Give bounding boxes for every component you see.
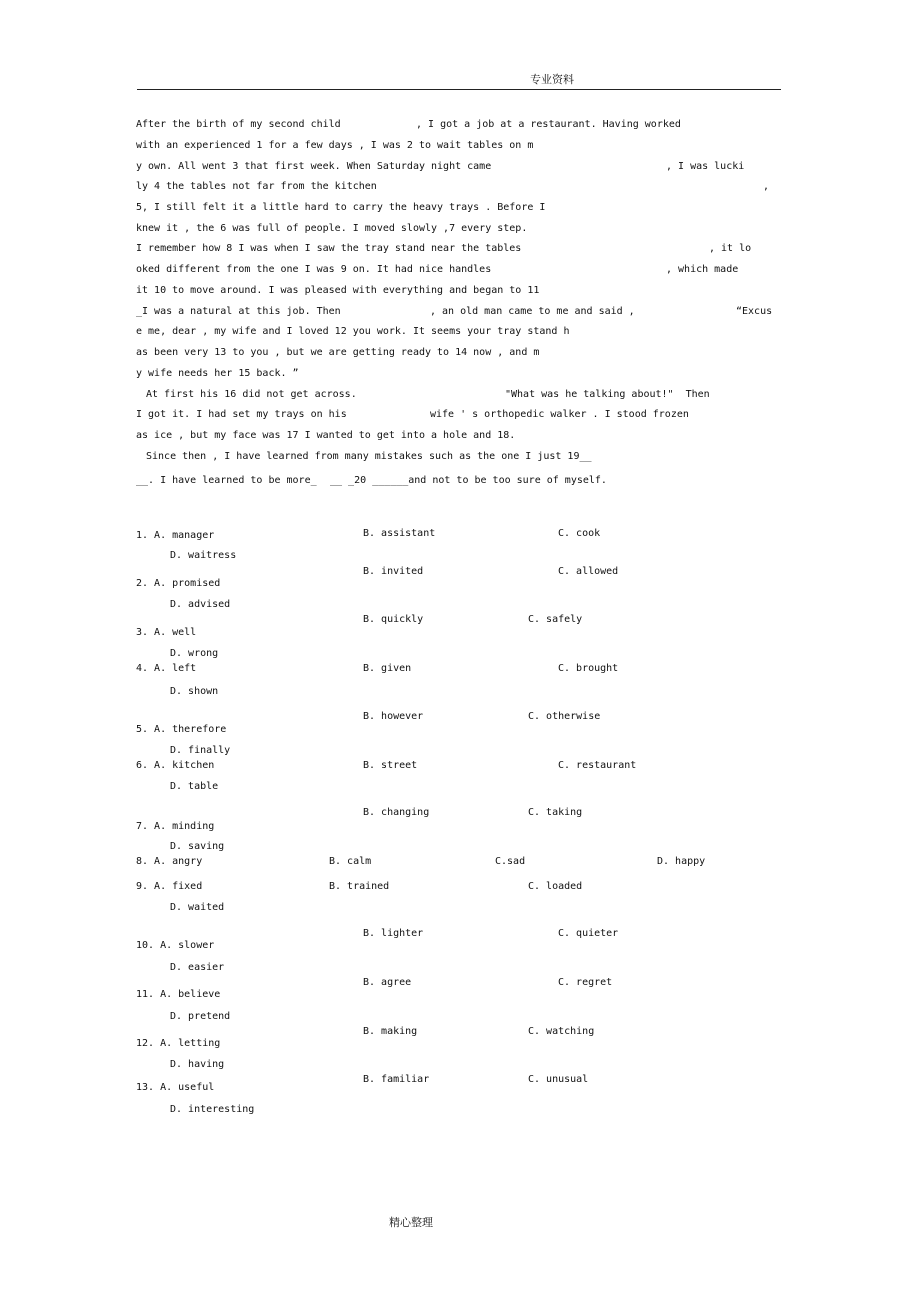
- passage-line: , which made: [666, 264, 739, 275]
- passage-line: it 10 to move around. I was pleased with everything and began to 11: [136, 285, 540, 296]
- passage-line: ,: [763, 181, 770, 192]
- question-9-option-a: 9. A. fixed: [136, 881, 203, 892]
- passage-line: 5, I still felt it a little hard to carry the heavy trays . Before I: [136, 202, 546, 213]
- passage-line: _I was a natural at this job. Then: [136, 306, 341, 317]
- question-10-option-d: D. easier: [170, 962, 225, 973]
- question-6-option-a: 6. A. kitchen: [136, 760, 215, 771]
- question-10-option-a: 10. A. slower: [136, 940, 215, 951]
- passage-line: , I got a job at a restaurant. Having worked: [416, 119, 681, 130]
- question-11-option-a: 11. A. believe: [136, 989, 221, 1000]
- question-12-option-d: D. having: [170, 1059, 225, 1070]
- question-3-option-d: D. wrong: [170, 648, 219, 659]
- question-5-option-c: C. otherwise: [528, 711, 601, 722]
- question-7-option-d: D. saving: [170, 841, 225, 852]
- question-11-option-d: D. pretend: [170, 1011, 231, 1022]
- passage-line: , I was lucki: [666, 161, 745, 172]
- question-9-option-b: B. trained: [329, 881, 390, 892]
- question-1-option-d: D. waitress: [170, 550, 237, 561]
- passage-line: oked different from the one I was 9 on. It had nice handles: [136, 264, 492, 275]
- passage-line: Since then , I have learned from many mistakes such as the one I just 19__: [146, 451, 592, 462]
- question-11-option-b: B. agree: [363, 977, 412, 988]
- passage-line: I got it. I had set my trays on his: [136, 409, 347, 420]
- question-9-option-d: D. waited: [170, 902, 225, 913]
- passage-line: At first his 16 did not get across.: [146, 389, 357, 400]
- question-11-option-c: C. regret: [558, 977, 613, 988]
- passage-line: wife ' s orthopedic walker . I stood frozen: [430, 409, 689, 420]
- header-divider: [137, 89, 781, 90]
- question-2-option-d: D. advised: [170, 599, 231, 610]
- passage-line: ly 4 the tables not far from the kitchen: [136, 181, 377, 192]
- passage-line: knew it , the 6 was full of people. I moved slowly ,7 every step.: [136, 223, 528, 234]
- passage-line: "What was he talking about!" Then: [505, 389, 710, 400]
- question-8-option-a: 8. A. angry: [136, 856, 203, 867]
- passage-line: I remember how 8 I was when I saw the tray stand near the tables: [136, 243, 522, 254]
- question-8-option-d: D. happy: [657, 856, 706, 867]
- passage-line: e me, dear , my wife and I loved 12 you work. It seems your tray stand h: [136, 326, 570, 337]
- question-8-option-c: C.sad: [495, 856, 526, 867]
- question-7-option-b: B. changing: [363, 807, 430, 818]
- passage-line: , an old man came to me and said ,: [430, 306, 635, 317]
- question-2-option-b: B. invited: [363, 566, 424, 577]
- question-13-option-d: D. interesting: [170, 1104, 255, 1115]
- question-9-option-c: C. loaded: [528, 881, 583, 892]
- page-footer: 精心整理: [389, 1216, 433, 1229]
- question-6-option-d: D. table: [170, 781, 219, 792]
- question-3-option-a: 3. A. well: [136, 627, 197, 638]
- question-10-option-b: B. lighter: [363, 928, 424, 939]
- question-6-option-c: C. restaurant: [558, 760, 637, 771]
- question-4-option-b: B. given: [363, 663, 412, 674]
- question-5-option-d: D. finally: [170, 745, 231, 756]
- question-4-option-a: 4. A. left: [136, 663, 197, 674]
- page-header: 专业资料: [530, 73, 574, 86]
- question-7-option-c: C. taking: [528, 807, 583, 818]
- question-5-option-b: B. however: [363, 711, 424, 722]
- passage-line: y wife needs her 15 back. ”: [136, 368, 299, 379]
- passage-line: , it lo: [709, 243, 752, 254]
- passage-line: with an experienced 1 for a few days , I was 2 to wait tables on m: [136, 140, 534, 151]
- question-2-option-a: 2. A. promised: [136, 578, 221, 589]
- question-5-option-a: 5. A. therefore: [136, 724, 227, 735]
- passage-line: as ice , but my face was 17 I wanted to get into a hole and 18.: [136, 430, 516, 441]
- question-12-option-b: B. making: [363, 1026, 418, 1037]
- passage-line: After the birth of my second child: [136, 119, 341, 130]
- passage-line: __ _20 ______and not to be too sure of myself.: [330, 475, 607, 486]
- question-8-option-b: B. calm: [329, 856, 372, 867]
- question-10-option-c: C. quieter: [558, 928, 619, 939]
- passage-line: __. I have learned to be more_: [136, 475, 317, 486]
- passage-line: y own. All went 3 that first week. When Saturday night came: [136, 161, 492, 172]
- passage-line: as been very 13 to you , but we are getting ready to 14 now , and m: [136, 347, 540, 358]
- question-3-option-c: C. safely: [528, 614, 583, 625]
- question-1-option-c: C. cook: [558, 528, 601, 539]
- question-4-option-c: C. brought: [558, 663, 619, 674]
- question-6-option-b: B. street: [363, 760, 418, 771]
- question-1-option-b: B. assistant: [363, 528, 436, 539]
- question-3-option-b: B. quickly: [363, 614, 424, 625]
- question-13-option-b: B. familiar: [363, 1074, 430, 1085]
- question-1-option-a: 1. A. manager: [136, 530, 215, 541]
- passage-line: “Excus: [736, 306, 773, 317]
- question-13-option-a: 13. A. useful: [136, 1082, 215, 1093]
- question-4-option-d: D. shown: [170, 686, 219, 697]
- question-12-option-a: 12. A. letting: [136, 1038, 221, 1049]
- question-13-option-c: C. unusual: [528, 1074, 589, 1085]
- question-2-option-c: C. allowed: [558, 566, 619, 577]
- question-7-option-a: 7. A. minding: [136, 821, 215, 832]
- question-12-option-c: C. watching: [528, 1026, 595, 1037]
